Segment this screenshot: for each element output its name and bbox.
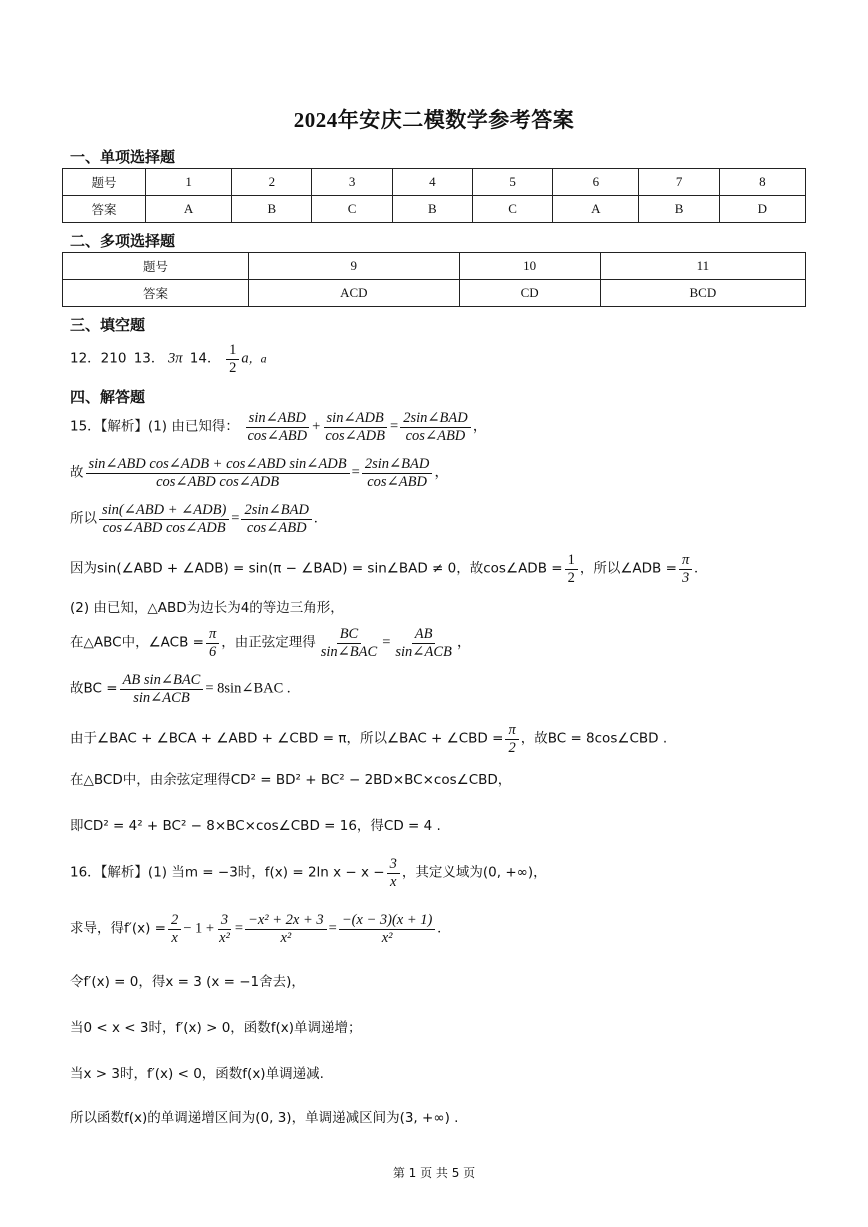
text: 求导，得f′(x) =: [70, 920, 166, 937]
numerator: π: [679, 552, 692, 570]
fraction: [322, 410, 388, 444]
q13-label: 13．: [133, 350, 165, 367]
q15-line-2: 故 $\frac{\text{sin∠ABD cos∠ADB + cos∠ABD sin∠ADB}}{\text{cos∠ABD cos∠ADB}}$ = $\frac{\text{2sin∠BAD}}{\text{cos∠ABD}}$ ，: [70, 456, 449, 490]
denominator: x: [390, 873, 397, 890]
text: 所以: [70, 510, 97, 527]
denominator: sin∠ACB: [133, 689, 190, 706]
table-cell: 2: [232, 169, 312, 196]
table-cell: 题号: [63, 253, 249, 280]
q15-line-10: 即CD² = 4² + BC² − 8×BC×cos∠CBD = 16，得CD = 4 .: [70, 818, 441, 834]
fraction: [400, 410, 471, 444]
section-fill-in: 三、填空题: [70, 316, 146, 334]
section-multi-choice: 二、多项选择题: [70, 232, 176, 250]
denominator: cos∠ABD: [405, 427, 466, 444]
fraction: [392, 626, 454, 660]
fraction: [168, 912, 181, 946]
table-cell: BCD: [600, 280, 805, 307]
numerator: 2sin∠BAD: [362, 456, 433, 474]
numerator: AB sin∠BAC: [120, 672, 204, 690]
denominator: x²: [219, 929, 230, 946]
table-cell: C: [312, 196, 392, 223]
table-cell: B: [232, 196, 312, 223]
table-cell: 9: [249, 253, 460, 280]
text: 在△ABC中，∠ACB =: [70, 634, 204, 651]
denominator: cos∠ABD: [246, 519, 307, 536]
table-cell: 答案: [63, 280, 249, 307]
multi-choice-table: [62, 252, 806, 307]
text: 由于∠BAC + ∠BCA + ∠ABD + ∠CBD = π，所以∠BAC + ∠CBD =: [70, 730, 504, 747]
table-row: [63, 280, 806, 307]
fill-answers: [70, 342, 267, 376]
q15-line-9: 在△BCD中，由余弦定理得CD² = BD² + BC² − 2BD×BC×cos∠CBD，: [70, 772, 512, 788]
table-cell: C: [472, 196, 552, 223]
numerator: −x² + 2x + 3: [245, 912, 327, 930]
q16-line-3: 令f′(x) = 0，得x = 3 (x = −1舍去)，: [70, 974, 305, 990]
q16-line-4: 当0 < x < 3时，f′(x) > 0，函数f(x)单调递增；: [70, 1020, 362, 1036]
numerator: sin(∠ABD + ∠ADB): [99, 502, 229, 520]
denominator: sin∠ACB: [395, 643, 452, 660]
numerator: 2sin∠BAD: [241, 502, 312, 520]
text: = 8sin∠BAC .: [205, 680, 291, 697]
table-cell: 11: [600, 253, 805, 280]
numerator: −(x − 3)(x + 1): [339, 912, 436, 930]
q14-a: a: [241, 350, 249, 367]
denominator: cos∠ABD cos∠ADB: [156, 473, 280, 490]
q15-heading: 15．【解析】(1) 由已知得：: [70, 418, 239, 435]
denominator: cos∠ADB: [325, 427, 385, 444]
text: 16．【解析】(1) 当m = −3时，f(x) = 2ln x − x −: [70, 864, 385, 881]
numerator: 1: [226, 342, 239, 360]
table-cell: 7: [639, 169, 719, 196]
single-choice-table: [62, 168, 806, 223]
text: 因为sin(∠ABD + ∠ADB) = sin(π − ∠BAD) = sin∠BAD ≠ 0，故cos∠ADB =: [70, 560, 563, 577]
table-cell: 3: [312, 169, 392, 196]
table-cell: 5: [472, 169, 552, 196]
table-cell: 答案: [63, 196, 146, 223]
numerator: sin∠ABD cos∠ADB + cos∠ABD sin∠ADB: [86, 456, 350, 474]
q12-answer: 12．210: [70, 350, 127, 367]
denominator: x²: [381, 929, 393, 946]
numerator: sin∠ADB: [324, 410, 387, 428]
fraction: [362, 456, 433, 490]
table-cell: 10: [459, 253, 600, 280]
q13-answer: 3π: [168, 350, 183, 367]
denominator: 2: [229, 359, 237, 376]
section-single-choice: 一、单项选择题: [70, 148, 176, 166]
fraction: [387, 856, 400, 890]
text: ，由正弦定理得: [221, 634, 316, 651]
denominator: cos∠ABD cos∠ADB: [102, 519, 226, 536]
fraction: [339, 912, 436, 946]
fraction: [206, 626, 219, 660]
table-cell: 8: [719, 169, 805, 196]
table-row: [63, 169, 806, 196]
page-footer: 第 1 页 共 5 页: [392, 1166, 476, 1180]
table-row: [63, 253, 806, 280]
fraction: [241, 502, 312, 536]
q15-line-7: [70, 672, 291, 706]
fraction: [318, 626, 380, 660]
fraction: [216, 912, 233, 946]
table-cell: A: [146, 196, 232, 223]
fraction: [99, 502, 229, 536]
numerator: AB: [412, 626, 436, 644]
numerator: 3: [387, 856, 400, 874]
fraction: [679, 552, 692, 586]
table-cell: 6: [553, 169, 639, 196]
table-cell: 1: [146, 169, 232, 196]
text: ，所以∠ADB =: [579, 560, 677, 577]
text: 故: [70, 464, 84, 481]
q15-line-8: [70, 722, 667, 756]
table-cell: D: [719, 196, 805, 223]
numerator: BC: [337, 626, 362, 644]
numerator: sin∠ABD: [246, 410, 309, 428]
q15-line-5: (2) 由已知，△ABD为边长为4的等边三角形，: [70, 600, 344, 616]
table-cell: B: [392, 196, 472, 223]
denominator: sin∠BAC: [320, 643, 378, 660]
q15-line-4: 因为sin(∠ABD + ∠ADB) = sin(π − ∠BAD) = sin∠BAD ≠ 0，故cos∠ADB = $\frac{1}{2}$ ，所以∠ADB = $\frac{\pi}{3}$ .: [70, 552, 698, 586]
table-row: [63, 196, 806, 223]
table-cell: B: [639, 196, 719, 223]
table-cell: CD: [459, 280, 600, 307]
fraction: [86, 456, 350, 490]
text: 故BC =: [70, 680, 118, 697]
table-cell: 题号: [63, 169, 146, 196]
denominator: cos∠ABD: [367, 473, 427, 490]
q16-line-5: 当x > 3时，f′(x) < 0，函数f(x)单调递减.: [70, 1066, 324, 1082]
text: − 1 +: [183, 920, 215, 937]
table-cell: ACD: [249, 280, 460, 307]
q15-line-6: 在△ABC中，∠ACB = $\frac{\pi}{6}$ ，由正弦定理得 $\frac{BC}{\text{sin∠BAC}}$ = $\frac{AB}{\text{sin∠ACB}}$ ，: [70, 626, 472, 660]
numerator: π: [206, 626, 219, 644]
denominator: x: [171, 929, 178, 946]
denominator: 2: [567, 569, 575, 586]
numerator: 2: [168, 912, 181, 930]
table-cell: 4: [392, 169, 472, 196]
fraction: [244, 410, 310, 444]
q16-line-2: 求导，得f′(x) = $\frac{2}{x}$ − 1 + $\frac{3}{\text{x²}}$ = $\frac{\text{−x² + 2x + 3}}{\text{x²}}$ = $\frac{-(x - 3)(x + 1)}{\text{x²}}$ .: [70, 912, 441, 946]
q15-line-1: 15．【解析】(1) 由已知得： $\frac{\text{sin∠ABD}}{\text{cos∠ABD}}$ + $\frac{\text{sin∠ADB}}{\text{cos∠ADB}}$ = $\frac{\text{2sin∠BAD}}{\text{cos∠ABD}}$ ，: [70, 410, 488, 444]
numerator: π: [505, 722, 518, 740]
q14-fraction: [226, 342, 239, 376]
numerator: 3: [218, 912, 231, 930]
section-solutions: 四、解答题: [70, 388, 146, 406]
q14-label: 14．: [189, 350, 221, 367]
q16-line-1: [70, 856, 547, 890]
page-title: 2024年安庆二模数学参考答案: [293, 108, 575, 132]
table-cell: A: [553, 196, 639, 223]
fraction: [120, 672, 204, 706]
text: ，故BC = 8cos∠CBD .: [520, 730, 668, 747]
numerator: 2sin∠BAD: [400, 410, 471, 428]
denominator: x²: [280, 929, 292, 946]
fraction: [565, 552, 578, 586]
fraction: [505, 722, 518, 756]
q15-line-3: 所以 $\frac{\text{sin(∠ABD + ∠ADB)}}{\text{cos∠ABD cos∠ADB}}$ = $\frac{\text{2sin∠BAD}}{\text{cos∠ABD}}$ .: [70, 502, 318, 536]
denominator: 3: [681, 569, 690, 586]
fraction: [245, 912, 327, 946]
numerator: 1: [565, 552, 578, 570]
q14-b: ，a: [248, 351, 267, 366]
text: ，其定义域为(0, +∞)，: [401, 864, 547, 881]
denominator: cos∠ABD: [247, 427, 308, 444]
denominator: 6: [208, 643, 217, 660]
q16-line-6: 所以函数f(x)的单调递增区间为(0, 3)，单调递减区间为(3, +∞) .: [70, 1110, 459, 1126]
denominator: 2: [508, 739, 516, 756]
